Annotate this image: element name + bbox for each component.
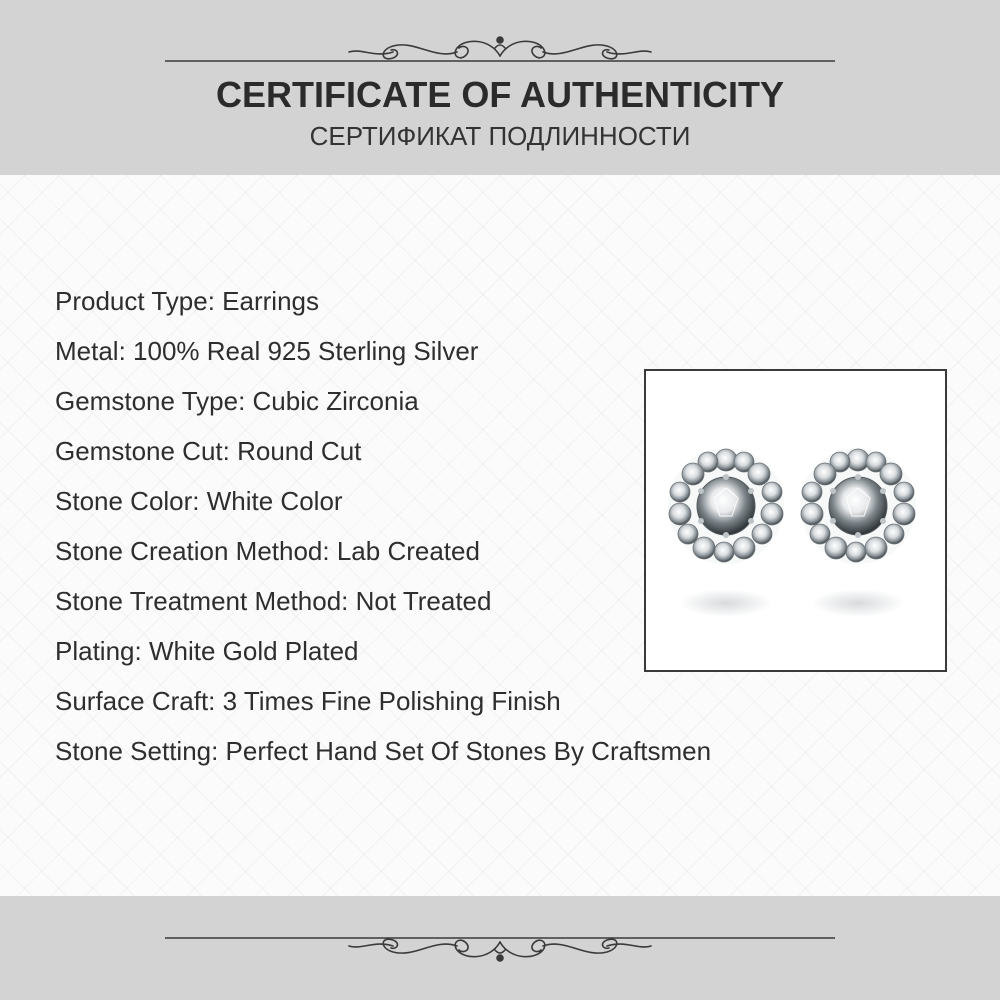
spec-surface-craft: Surface Craft: 3 Times Fine Polishing Finish — [55, 686, 561, 716]
flourish-divider-icon — [165, 924, 835, 964]
product-photo-frame — [644, 369, 947, 672]
product-spec-list — [55, 283, 711, 783]
certificate-title-en: CERTIFICATE OF AUTHENTICITY — [216, 74, 784, 115]
flower-stud-earrings-image — [646, 371, 945, 670]
spec-stone-color: Stone Color: White Color — [55, 486, 343, 516]
spec-stone-treatment-method: Stone Treatment Method: Not Treated — [55, 586, 492, 616]
spec-product-type: Product Type: Earrings — [55, 286, 319, 316]
left-earring-icon — [668, 448, 784, 617]
spec-stone-setting: Stone Setting: Perfect Hand Set Of Stones By Craftsmen — [55, 736, 712, 766]
spec-stone-creation-method: Stone Creation Method: Lab Created — [55, 536, 480, 566]
certificate-title-ru: СЕРТИФИКАТ ПОДЛИННОСТИ — [309, 121, 691, 151]
spec-gemstone-type: Gemstone Type: Cubic Zirconia — [55, 386, 419, 416]
spec-gemstone-cut: Gemstone Cut: Round Cut — [55, 436, 362, 466]
spec-metal: Metal: 100% Real 925 Sterling Silver — [55, 336, 479, 366]
flourish-divider-icon — [165, 30, 835, 70]
right-earring-icon — [800, 448, 916, 617]
spec-plating: Plating: White Gold Plated — [55, 636, 359, 666]
